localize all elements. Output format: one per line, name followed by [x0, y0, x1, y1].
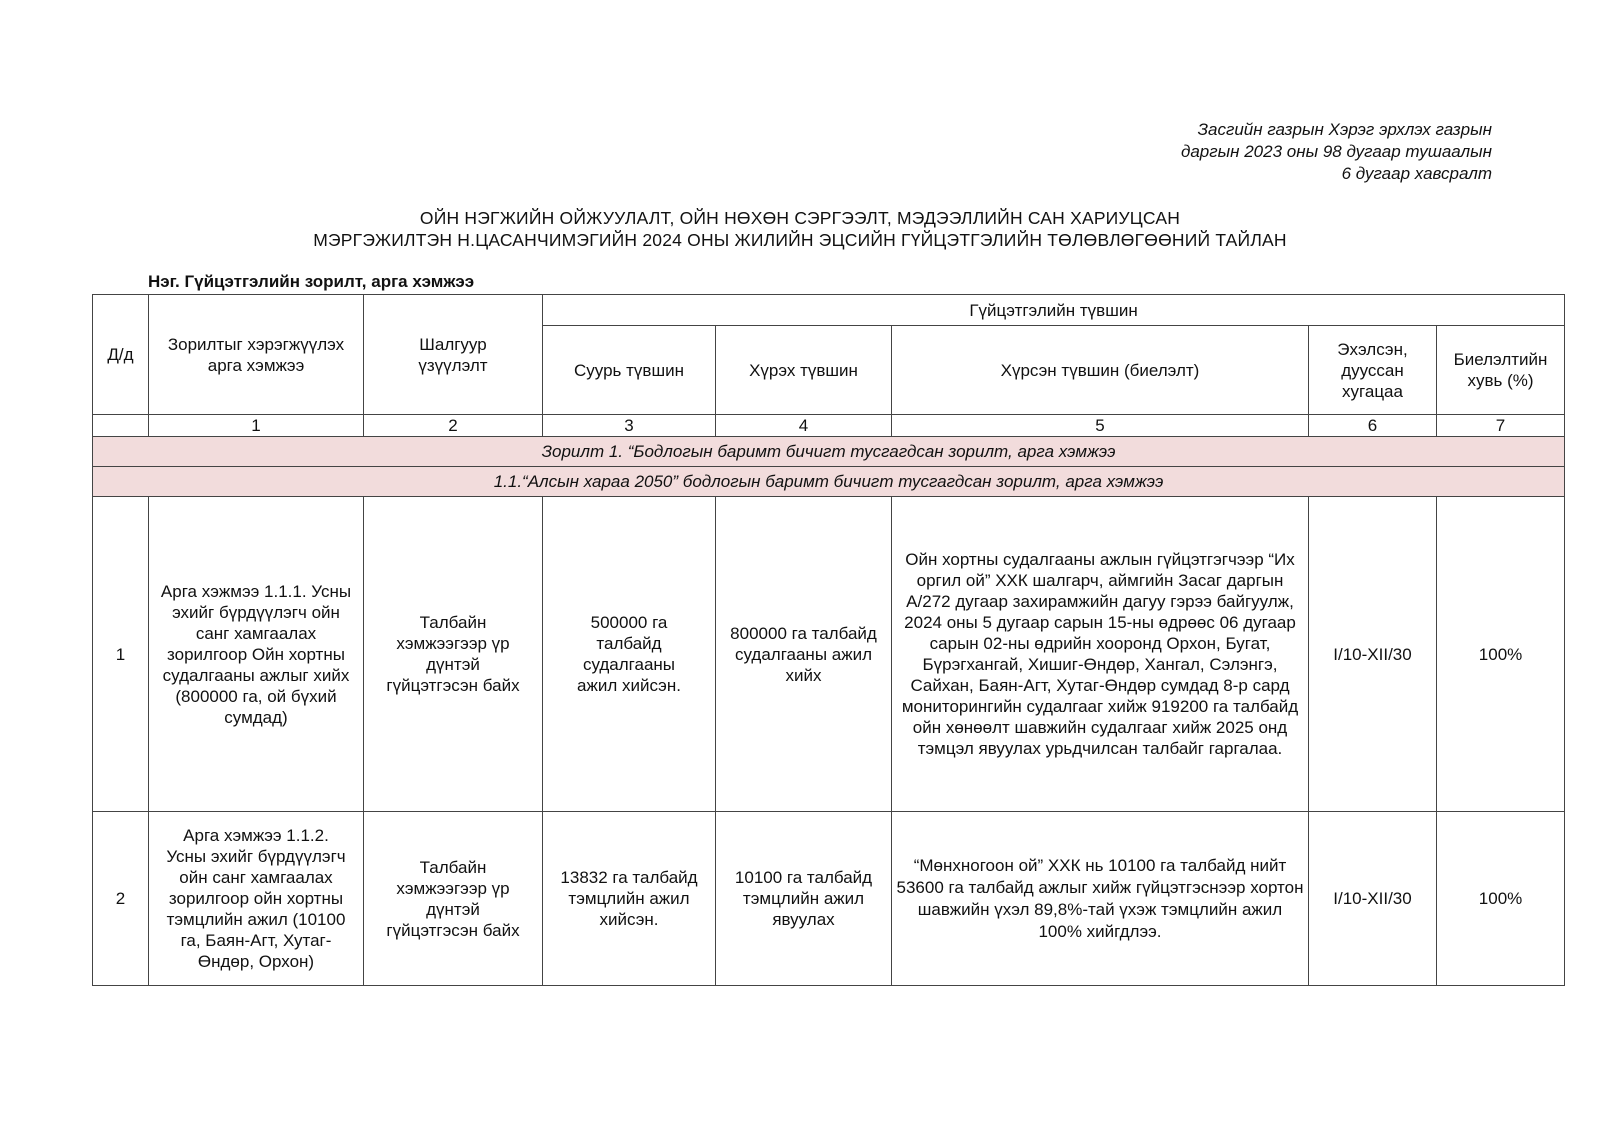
annex-line-1: Засгийн газрын Хэрэг эрхлэх газрын: [1197, 120, 1492, 139]
report-title: [0, 207, 1600, 251]
row-target: 800000 га талбайд судалгааны ажил хийх: [716, 497, 892, 812]
header-dd: Д/д: [93, 295, 149, 415]
header-performance-level: Гүйцэтгэлийн түвшин: [543, 295, 1565, 326]
row-period: I/10-XII/30: [1309, 497, 1437, 812]
row-criteria: Талбайн хэмжээгээр үр дүнтэй гүйцэтгэсэн байх: [364, 812, 543, 986]
row-baseline: 500000 га талбайд судалгааны ажил хийсэн.: [543, 497, 716, 812]
column-number: 7: [1437, 415, 1565, 437]
header-percent: Биелэлтийн хувь (%): [1437, 326, 1565, 415]
column-number: 6: [1309, 415, 1437, 437]
section-heading: Нэг. Гүйцэтгэлийн зорилт, арга хэмжээ: [148, 272, 475, 291]
row-period: I/10-XII/30: [1309, 812, 1437, 986]
header-achieved: Хүрсэн түвшин (биелэлт): [892, 326, 1309, 415]
column-number: 3: [543, 415, 716, 437]
header-criteria: Шалгуур үзүүлэлт: [364, 295, 543, 415]
column-number-blank: [93, 415, 149, 437]
row-percent: 100%: [1437, 812, 1565, 986]
row-achieved: “Мөнхногоон ой” ХХК нь 10100 га талбайд нийт 53600 га талбайд ажлыг хийж гүйцэтгэснээр хортон шавжийн үхэл 89,8%-тай үхэж тэмцлийн ажил 100% хийгдлээ.: [892, 812, 1309, 986]
header-period: Эхэлсэн, дууссан хугацаа: [1309, 326, 1437, 415]
column-number: 1: [149, 415, 364, 437]
row-criteria: Талбайн хэмжээгээр үр дүнтэй гүйцэтгэсэн байх: [364, 497, 543, 812]
header-target: Хүрэх түвшин: [716, 326, 892, 415]
table-row: [93, 812, 1565, 986]
header-baseline: Суурь түвшин: [543, 326, 716, 415]
header-measure: Зорилтыг хэрэгжүүлэх арга хэмжээ: [149, 295, 364, 415]
row-number: 2: [93, 812, 149, 986]
report-title-line-2: МЭРГЭЖИЛТЭН Н.ЦАСАНЧИМЭГИЙН 2024 ОНЫ ЖИЛИЙН ЭЦСИЙН ГҮЙЦЭТГЭЛИЙН ТӨЛӨВЛӨГӨӨНИЙ ТАЙЛАН: [313, 230, 1287, 250]
performance-table: [92, 294, 1565, 986]
row-percent: 100%: [1437, 497, 1565, 812]
annex-line-3: 6 дугаар хавсралт: [1341, 164, 1492, 183]
annex-line-2: даргын 2023 оны 98 дугаар тушаалын: [1180, 142, 1492, 161]
annex-note: [1181, 119, 1492, 185]
column-number: 2: [364, 415, 543, 437]
column-number: 4: [716, 415, 892, 437]
row-target: 10100 га талбайд тэмцлийн ажил явуулах: [716, 812, 892, 986]
row-achieved: Ойн хортны судалгааны ажлын гүйцэтгэгчээр “Их оргил ой” ХХК шалгарч, аймгийн Засаг даргын А/272 дугаар захирамжийн дагуу гэрээ байгуулж, 2024 оны 5 дугаар сарын 15-ны өдрөөс 06 дугаар сарын 02-ны өдрийн хооронд Орхон, Бугат, Бүрэгхангай, Хишиг-Өндөр, Хангал, Сэлэнгэ, Сайхан, Баян-Агт, Хутаг-Өндөр сумдад 8-р сард мониторингийн судалгааг хийж 919200 га талбайд ойн хөнөөлт шавжийн судалгааг хийж 2025 онд тэмцэл явуулах урьдчилсан талбайг гаргалаа.: [892, 497, 1309, 812]
row-measure: Арга хэмжээ 1.1.2. Усны эхийг бүрдүүлэгч ойн санг хамгаалах зорилгоор ойн хортны тэмцлийн ажил (10100 га, Баян-Агт, Хутаг-Өндөр, Орхон): [149, 812, 364, 986]
row-baseline: 13832 га талбайд тэмцлийн ажил хийсэн.: [543, 812, 716, 986]
goal-1-heading: Зорилт 1. “Бодлогын баримт бичигт тусгагдсан зорилт, арга хэмжээ: [93, 437, 1565, 467]
row-number: 1: [93, 497, 149, 812]
row-measure: Арга хэжмээ 1.1.1. Усны эхийг бүрдүүлэгч ойн санг хамгаалах зорилгоор Ойн хортны судалгааны ажлыг хийх (800000 га, ой бүхий сумдад): [149, 497, 364, 812]
table-row: [93, 497, 1565, 812]
report-title-line-1: ОЙН НЭГЖИЙН ОЙЖУУЛАЛТ, ОЙН НӨХӨН СЭРГЭЭЛТ, МЭДЭЭЛЛИЙН САН ХАРИУЦСАН: [419, 208, 1181, 228]
goal-1-1-heading: 1.1.“Алсын хараа 2050” бодлогын баримт бичигт тусгагдсан зорилт, арга хэмжээ: [93, 467, 1565, 497]
column-number: 5: [892, 415, 1309, 437]
